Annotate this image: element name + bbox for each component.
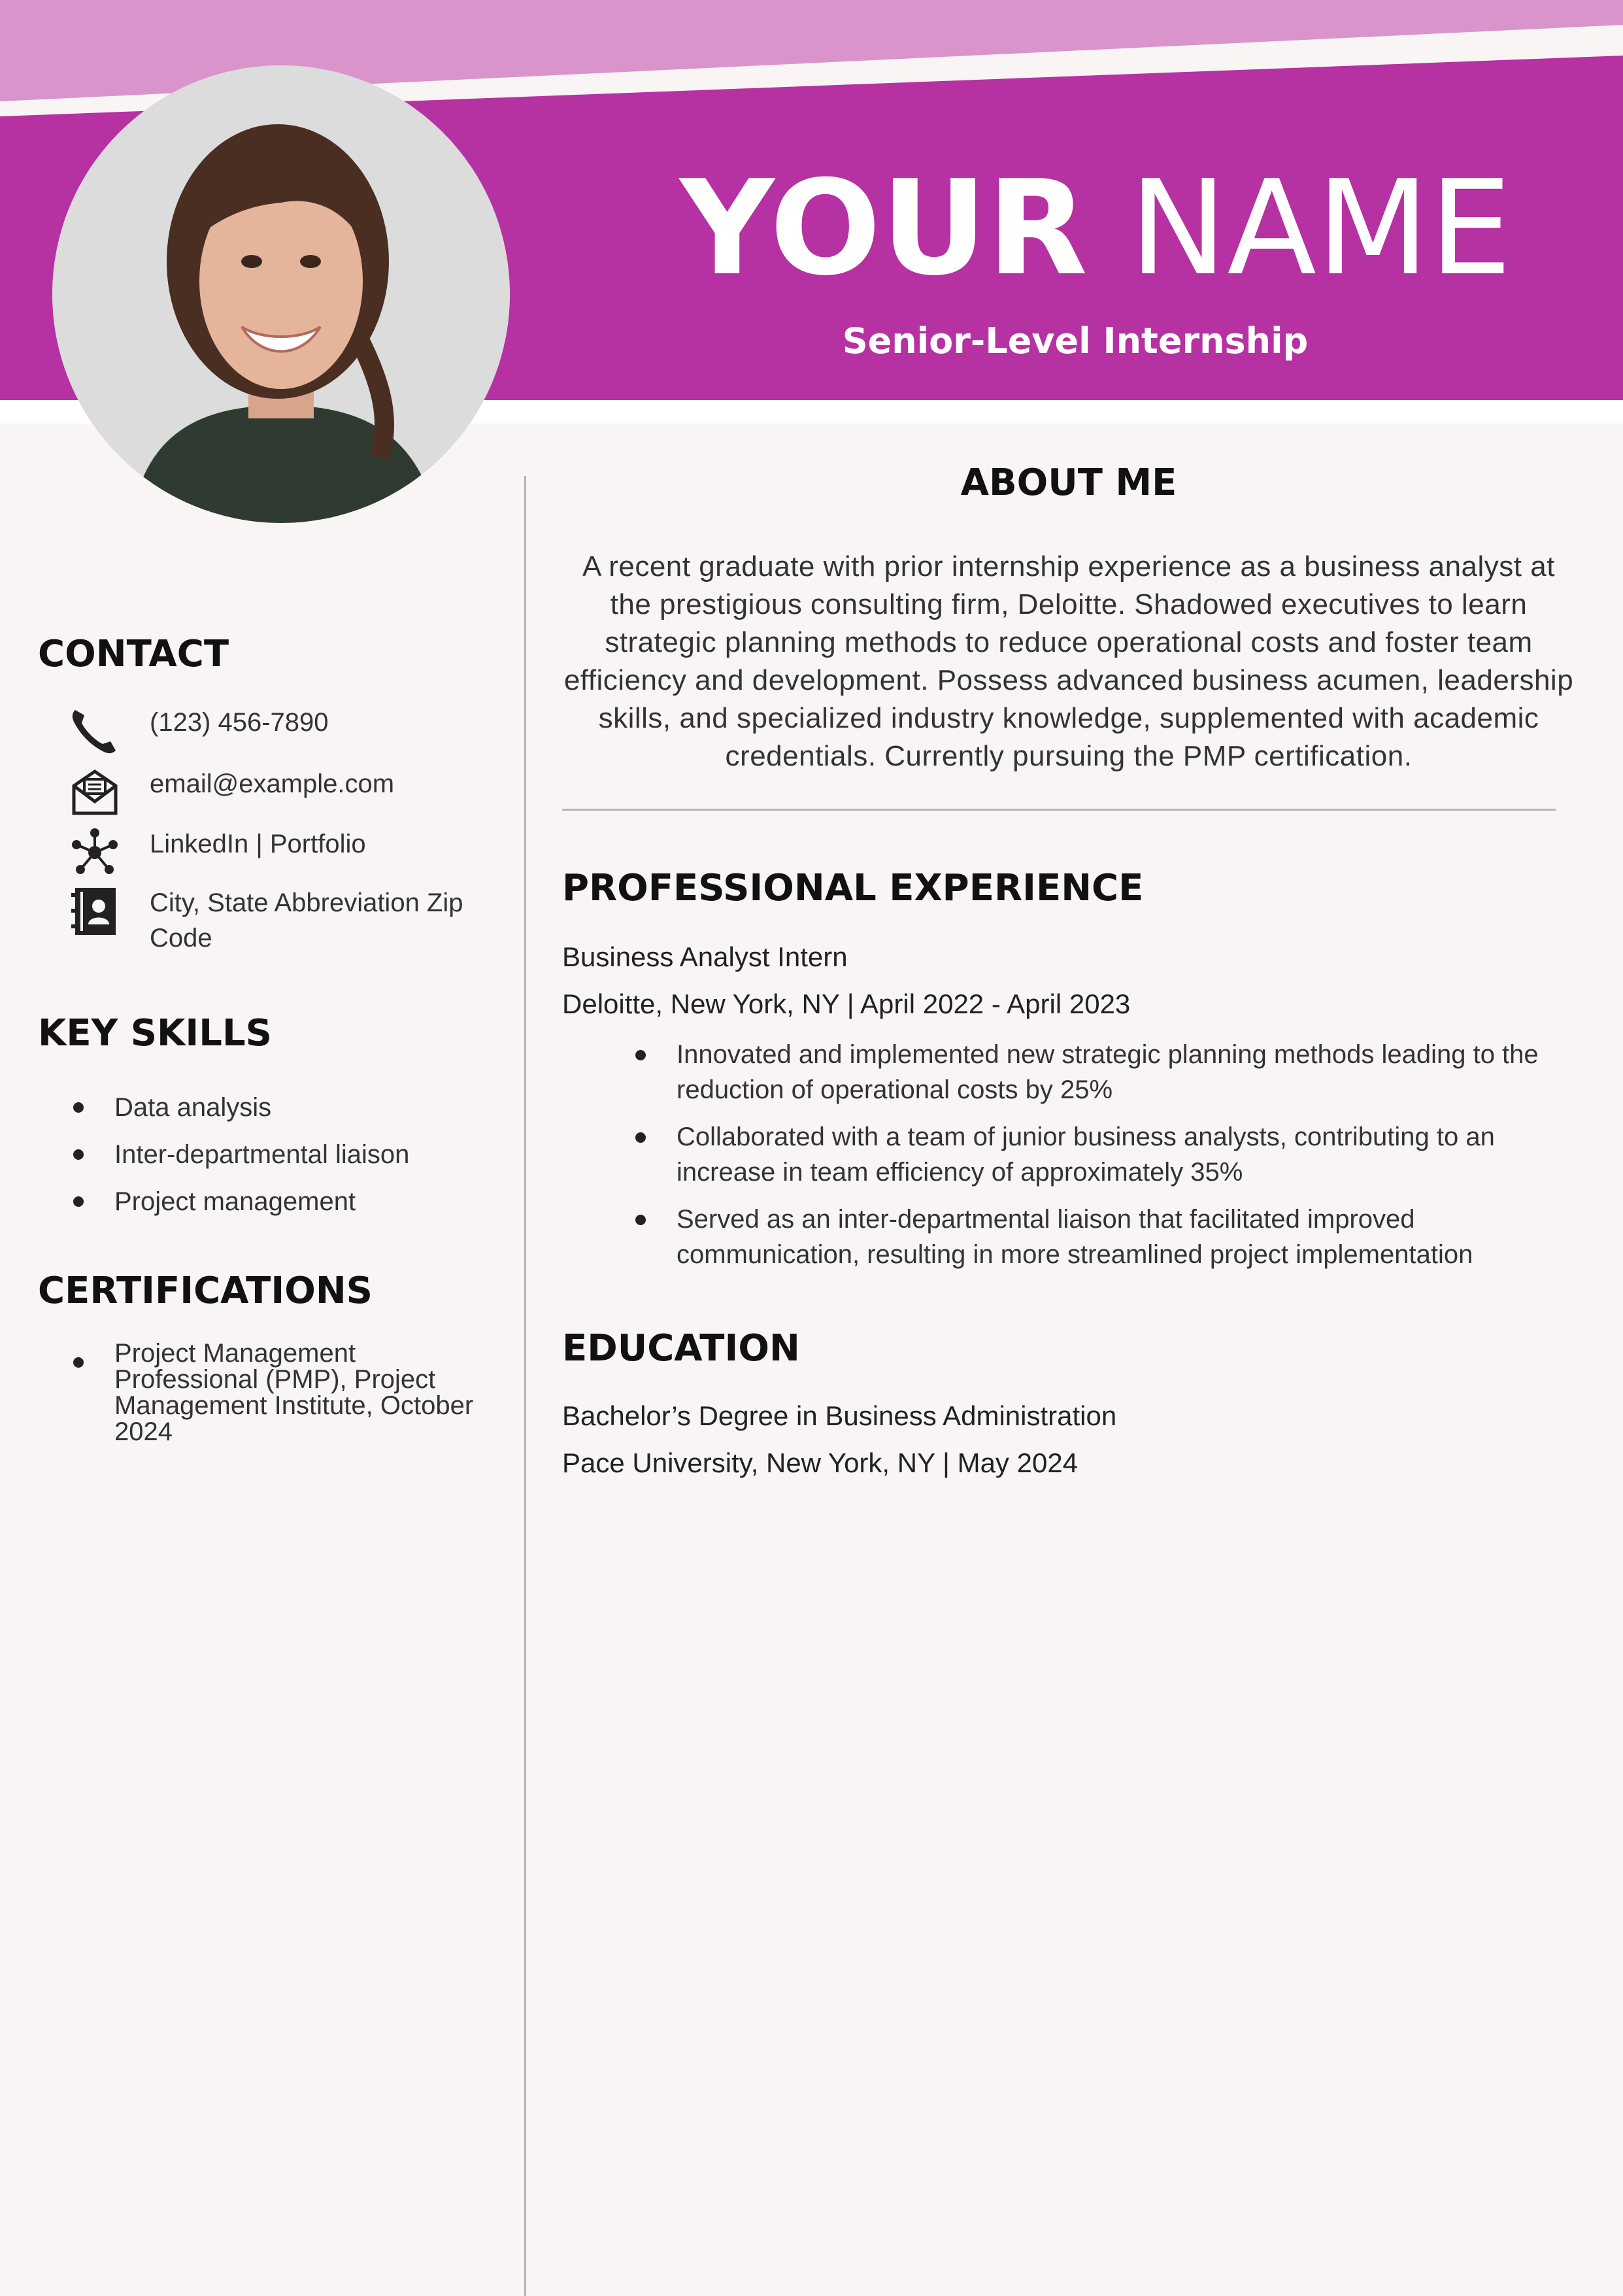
bullet-dot <box>73 1102 84 1113</box>
contact-links-text: LinkedIn | Portfolio <box>150 830 366 858</box>
education-degree: Bachelor’s Degree in Business Administration <box>562 1400 1117 1431</box>
bullet-dot <box>635 1215 646 1225</box>
contact-item-address <box>69 885 490 956</box>
profile-photo <box>52 65 510 523</box>
list-item: Served as an inter-departmental liaison that facilitated improved communication, resulting in more streamlined project implementation <box>627 1202 1556 1272</box>
bullet-dot <box>73 1149 84 1160</box>
phone-icon <box>69 705 121 757</box>
bullet-dot <box>73 1357 84 1368</box>
bullet-dot <box>73 1196 84 1207</box>
name-first: YOUR <box>680 152 1088 305</box>
about-text: A recent graduate with prior internship experience as a business analyst at the prestigious consulting firm, Deloitte. Shadowed executives to learn strategic planning methods to reduce operational costs and foster team efficiency and development. Possess advanced business acumen, leadership skills, and specialized industry knowledge, supplemented with academic credentials. Currently pursuing the PMP certification. <box>563 550 1574 772</box>
contact-heading: CONTACT <box>38 633 229 675</box>
bullet-dot <box>635 1132 646 1143</box>
list-item: Inter-departmental liaison <box>72 1131 490 1178</box>
envelope-icon <box>69 766 121 819</box>
certifications-heading: CERTIFICATIONS <box>38 1270 373 1312</box>
certifications-list <box>72 1340 490 1445</box>
list-item: Collaborated with a team of junior business analysts, contributing to an increase in team efficiency of approximately 35% <box>627 1119 1556 1190</box>
job-title: Business Analyst Intern <box>562 941 848 972</box>
column-divider <box>524 476 526 2296</box>
skills-heading: KEY SKILLS <box>38 1012 272 1055</box>
list-item: Innovated and implemented new strategic planning methods leading to the reduction of operational costs by 25% <box>627 1037 1556 1107</box>
job-meta: Deloitte, New York, NY | April 2022 - April 2023 <box>562 988 1131 1019</box>
name-last: NAME <box>1129 152 1513 305</box>
skills-list <box>72 1084 490 1225</box>
education-meta: Pace University, New York, NY | May 2024 <box>562 1447 1079 1478</box>
section-divider <box>562 809 1556 811</box>
contact-item-links <box>69 826 490 879</box>
education-heading: EDUCATION <box>562 1327 800 1370</box>
network-icon <box>69 826 121 879</box>
address-book-icon <box>69 885 121 937</box>
resume-name <box>680 152 1513 305</box>
contact-item-phone <box>69 705 490 757</box>
contact-phone-text: (123) 456-7890 <box>150 708 329 737</box>
job-bullets <box>627 1037 1556 1284</box>
list-item: Project Management Professional (PMP), Project Management Institute, October 2024 <box>72 1340 490 1445</box>
contact-item-email <box>69 766 490 819</box>
contact-address-text: City, State Abbreviation Zip Code <box>150 888 463 953</box>
list-item: Data analysis <box>72 1084 490 1131</box>
bullet-dot <box>635 1050 646 1060</box>
resume-subtitle: Senior-Level Internship <box>842 320 1309 362</box>
contact-email-text: email@example.com <box>150 769 395 798</box>
list-item: Project management <box>72 1178 490 1225</box>
about-heading: ABOUT ME <box>960 462 1177 504</box>
experience-heading: PROFESSIONAL EXPERIENCE <box>562 867 1144 909</box>
